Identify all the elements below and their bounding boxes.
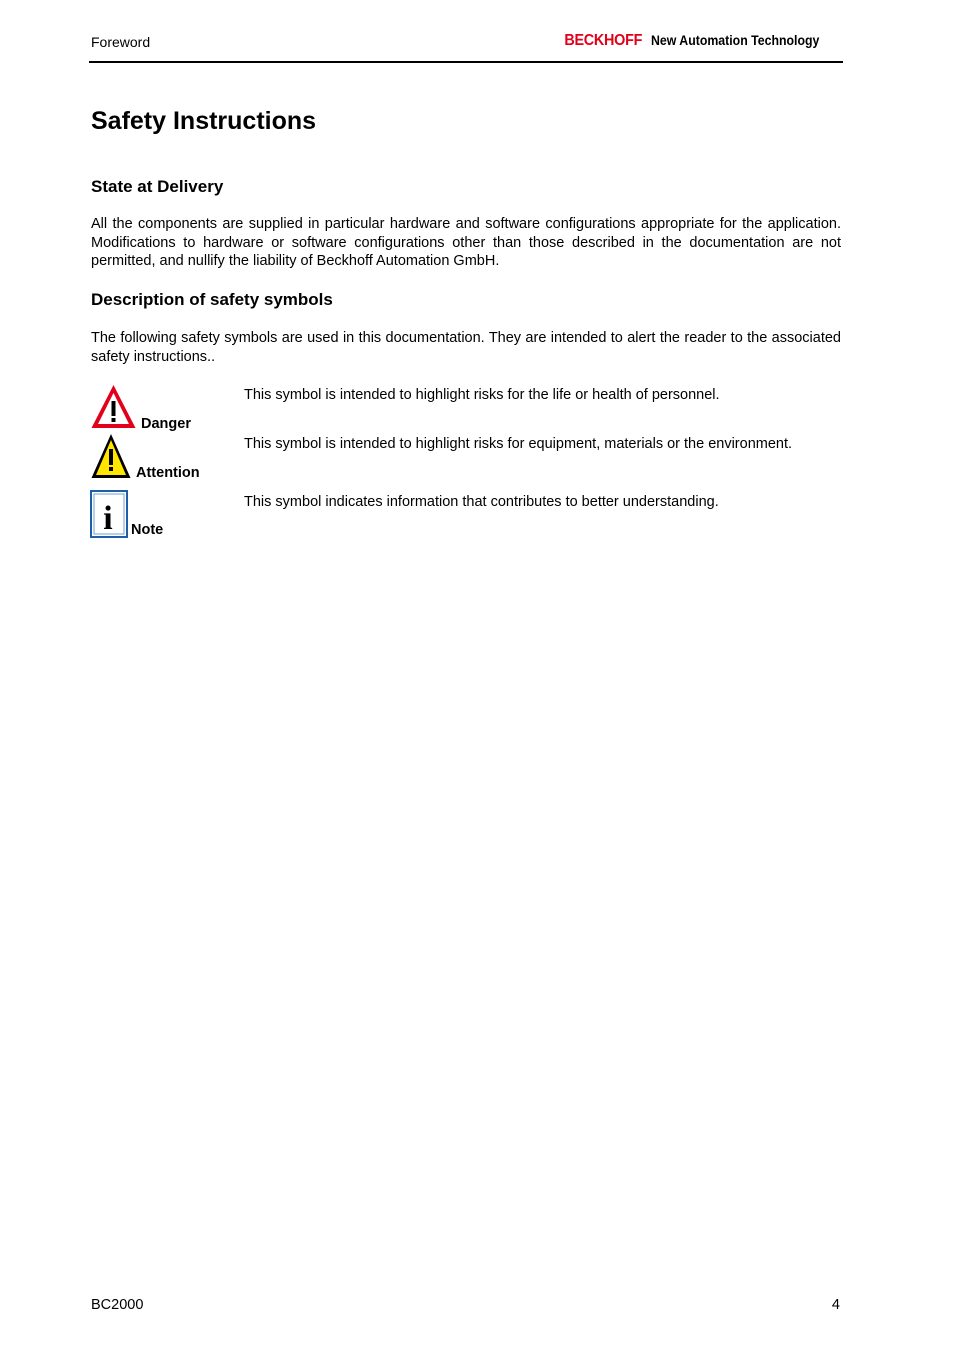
danger-symbol	[90, 383, 137, 435]
svg-text:i: i	[103, 500, 113, 537]
attention-label: Attention	[136, 465, 200, 481]
brand-name: BECKHOFF	[564, 32, 643, 49]
brand-tagline: New Automation Technology	[650, 32, 820, 48]
info-note-icon	[90, 490, 128, 538]
attention-description: This symbol is intended to highlight risks for equipment, materials or the environment.	[244, 436, 793, 452]
section-heading-state-at-delivery: State at Delivery	[91, 177, 224, 196]
page-title: Safety Instructions	[91, 107, 317, 135]
section-heading-safety-symbols: Description of safety symbols	[91, 290, 333, 309]
note-label: Note	[131, 522, 164, 538]
danger-description: This symbol is intended to highlight risks for the life or health of personnel.	[244, 387, 720, 403]
brand-logo	[560, 32, 842, 50]
section-body-safety-symbols: The following safety symbols are used in this documentation. They are intended to alert the reader to the associated safety instructions..	[91, 330, 841, 365]
danger-triangle-icon	[90, 383, 137, 430]
header-section-name: Foreword	[91, 34, 151, 50]
footer-page-number: 4	[831, 1297, 840, 1313]
note-symbol	[90, 490, 128, 543]
note-description: This symbol indicates information that contributes to better understanding.	[244, 494, 719, 510]
attention-triangle-icon	[90, 432, 132, 480]
footer-doc-id: BC2000	[91, 1297, 144, 1313]
danger-label: Danger	[141, 416, 191, 432]
section-body-state-at-delivery: All the components are supplied in particular hardware and software configurations appropriate for the application. Modifications to hardware or software configurations other than those described in the documentation are not permitted, and nullify the liability of Beckhoff Automation GmbH.	[91, 216, 841, 269]
header-divider	[89, 61, 843, 63]
attention-symbol	[90, 432, 132, 485]
